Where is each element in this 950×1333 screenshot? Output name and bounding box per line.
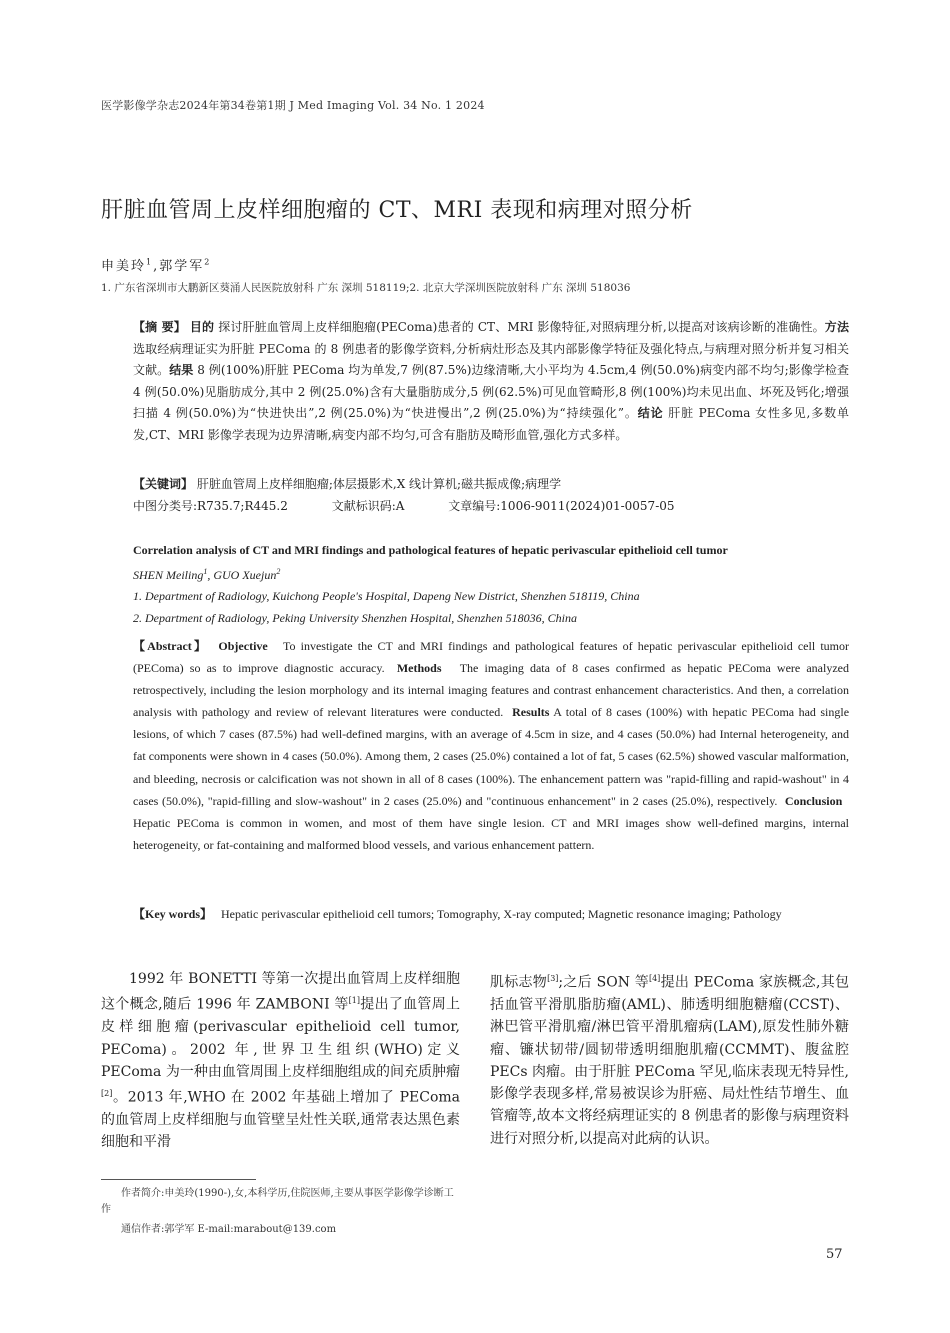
english-keywords xyxy=(133,903,849,925)
body-text: 肌标志物 xyxy=(490,974,548,991)
conclusion-text: Hepatic PEComa is common in women, and most of them have single lesion. CT and MRI images show well-defined margins, internal heterogeneity, or fat-containing and malformed blood vessels, and various enhancement pattern. xyxy=(133,815,849,852)
chinese-keywords xyxy=(133,475,849,492)
author-name: GUO Xuejun xyxy=(213,568,277,582)
affil-marker: 2 xyxy=(276,567,281,576)
page-number: 57 xyxy=(826,1247,843,1262)
affiliations: 1. 广东省深圳市大鹏新区葵涌人民医院放射科 广东 深圳 518119;2. 北京大学深圳医院放射科 广东 深圳 518036 xyxy=(101,282,631,294)
methods-text: 选取经病理证实为肝脏 PEComa 的 8 例患者的影像学资料,分析病灶形态及其内部影像学特征及强化特点,与病理对照分析并复习相关文献。 xyxy=(133,341,849,377)
english-title: Correlation analysis of CT and MRI findings and pathological features of hepatic perivascular epithelioid cell tumor xyxy=(133,543,728,557)
body-column-right xyxy=(490,968,849,1150)
citation-ref[interactable]: [1] xyxy=(348,996,360,1006)
body-text: 。2013 年,WHO 在 2002 年基础上增加了 PEComa 的血管周上皮样细胞与血管壁呈灶性关联,通常表达黑色素细胞和平滑 xyxy=(101,1089,460,1151)
body-text: 1992 年 BONETTI 等第一次提出血管周上皮样细胞这个概念,随后 1996 年 ZAMBONI 等 xyxy=(101,971,460,1013)
methods-text: The imaging data of 8 cases confirmed as hepatic PEComa were analyzed retrospectively, including the lesion morphology and its internal imaging features and contrast enhancement characteristics. And then, a correlation analysis with pathology and review of relevant literatures were conducted. xyxy=(133,661,849,720)
author-info-footnote: 作者简介:申美玲(1990-),女,本科学历,住院医师,主要从事医学影像学诊断工作 xyxy=(101,1188,454,1215)
citation-ref[interactable]: [4] xyxy=(648,974,661,983)
citation-ref[interactable]: [2] xyxy=(101,1089,113,1099)
results-label: 结果 xyxy=(169,363,194,377)
results-label: Results xyxy=(512,705,550,720)
objective-label: Objective xyxy=(218,639,268,653)
affil-marker: 1 xyxy=(146,257,154,267)
conclusion-label: Conclusion xyxy=(784,793,843,808)
author-name: 郭学军 xyxy=(159,259,205,274)
journal-header: 医学影像学杂志2024年第34卷第1期 J Med Imaging Vol. 34 No. 1 2024 xyxy=(101,99,485,112)
footnote-divider xyxy=(101,1179,256,1180)
body-text: 提出了血管周上皮样细胞瘤(perivascular epithelioid cell tumor, PEComa)。2002 年,世界卫生组织(WHO)定义 PEComa 为一种由血管周围上皮样细胞组成的间充质肿瘤 xyxy=(101,996,461,1080)
affil-marker: 2 xyxy=(204,257,212,267)
english-abstract xyxy=(133,635,849,856)
keywords-text: Hepatic perivascular epithelioid cell tumors; Tomography, X-ray computed; Magnetic resonance imaging; Pathology xyxy=(221,907,782,921)
conclusion-label: 结论 xyxy=(637,406,664,420)
document-code: 文献标识码:A xyxy=(331,499,405,513)
results-text: A total of 8 cases (100%) with hepatic PEComa had single lesions, of which 7 cases (87.5%) had well-defined margins, with an average of 4.5cm in size, and 4 cases (50.0%) had Internal heterogeneity, and fat components were shown in 4 cases (50.0%). Among them, 2 cases (25.0%) contained a lot of fat, 5 cases (62.5%) showed vascular malformation, and bleeding, necrosis or calcification was not shown in all of 8 cases (100%). The enhancement pattern was "rapid-filling and rapid-washout" in 4 cases (50.0%), "rapid-filling and slow-washout" in 2 cases (25.0%) and "continuous enhancement" in 2 cases (25.0%), respectively. xyxy=(133,705,850,808)
classification-line xyxy=(133,497,849,514)
correspondence-footnote: 通信作者:郭学军 E-mail:marabout@139.com xyxy=(121,1224,337,1235)
clc-number: 中图分类号:R735.7;R445.2 xyxy=(133,499,288,513)
author-name: SHEN Meiling xyxy=(133,568,204,582)
objective-label: 目的 xyxy=(189,320,215,334)
conclusion-text: 肝脏 PEComa 女性多见,多数单发,CT、MRI 影像学表现为边界清晰,病变内部不均匀,可含有脂肪及畸形血管,强化方式多样。 xyxy=(133,406,849,442)
citation-ref[interactable]: [3] xyxy=(547,974,559,983)
abstract-label: 【摘 要】 xyxy=(133,320,186,334)
keywords-label: 【关键词】 xyxy=(133,477,194,491)
body-column-left xyxy=(101,968,460,1154)
article-title: 肝脏血管周上皮样细胞瘤的 CT、MRI 表现和病理对照分析 xyxy=(101,198,693,223)
objective-text: To investigate the CT and MRI findings and pathological features of hepatic perivascular epithelioid cell tumor (PEComa) so as to improve diagnostic accuracy. xyxy=(133,639,849,676)
author-name: 申美玲 xyxy=(101,259,147,274)
article-number: 文章编号:1006-9011(2024)01-0057-05 xyxy=(448,499,675,513)
abstract-label: 【Abstract】 xyxy=(133,639,209,653)
methods-label: Methods xyxy=(396,661,442,676)
keywords-label: 【Key words】 xyxy=(133,907,212,921)
methods-label: 方法 xyxy=(824,320,849,334)
results-text: 8 例(100%)肝脏 PEComa 均为单发,7 例(87.5%)边缘清晰,大小平均为 4.5cm,4 例(50.0%)病变内部不均匀;影像学检查 4 例(50.0%)见脂肪成分,其中 2 例(25.0%)含有大量脂肪成分,5 例(62.5%)可见血管畸形,8 例(100%)均未见出血、坏死及钙化;增强扫描 4 例(50.0%)为“快进快出”,2 例(25.0%)为“快进慢出”,2 例(25.0%)为“持续强化”。 xyxy=(133,363,849,420)
english-affiliation-2: 2. Department of Radiology, Peking University Shenzhen Hospital, Shenzhen 518036, China xyxy=(133,611,577,625)
author-list xyxy=(101,255,211,274)
author-separator: , xyxy=(153,259,160,274)
keywords-text: 肝脏血管周上皮样细胞瘤;体层摄影术,X 线计算机;磁共振成像;病理学 xyxy=(196,477,562,491)
affil-marker: 1 xyxy=(203,567,208,576)
english-affiliation-1: 1. Department of Radiology, Kuichong People's Hospital, Dapeng New District, Shenzhen 518119, China xyxy=(133,589,640,603)
body-text: 提出 PEComa 家族概念,其包括血管平滑肌脂肪瘤(AML)、肺透明细胞糖瘤(CCST)、淋巴管平滑肌瘤/淋巴管平滑肌瘤病(LAM),原发性肺外糖瘤、镰状韧带/圆韧带透明细胞肌瘤(CCMMT)、腹盆腔 PECs 肉瘤。由于肝脏 PEComa 罕见,临床表现无特异性,影像学表现多样,常易被误诊为肝癌、局灶性结节增生、血管瘤等,故本文将经病理证实的 8 例患者的影像与病理资料进行对照分析,以提高对此病的认识。 xyxy=(490,974,850,1147)
english-authors: SHEN Meiling$^1$, GUO Xuejun$^2$ xyxy=(133,567,281,582)
objective-text: 探讨肝脏血管周上皮样细胞瘤(PEComa)患者的 CT、MRI 影像特征,对照病理分析,以提高对该病诊断的准确性。 xyxy=(218,320,825,334)
body-text: ;之后 SON 等 xyxy=(558,974,649,991)
chinese-abstract xyxy=(133,317,849,446)
